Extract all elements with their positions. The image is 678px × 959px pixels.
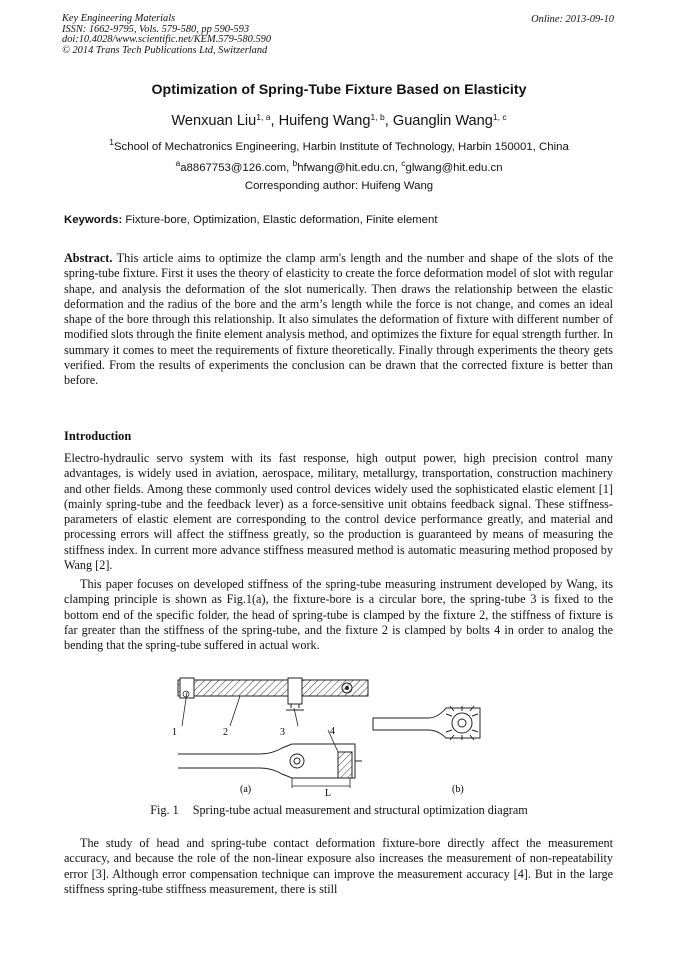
abstract-label: Abstract. — [64, 251, 113, 265]
intro-paragraph-2: This paper focuses on developed stiffness of the spring-tube measuring instrument developed by Wang, its clamping principle is shown as Fig.1(a), the fixture-bore is a circular bore, the spring-tube 3 is fixed to the bottom end of the specific folder, the head of spring-tube is clamped by the fixture 2, the stiffness of fixture is far greater than the stiffness of the spring-tube, and the fixture 2 is clamped by bolts 4 in order to analog the bending that the spring-tube suffered in actual work. — [64, 577, 613, 652]
online-date: Online: 2013-09-10 — [531, 14, 614, 25]
label-3: 3 — [280, 727, 285, 738]
email-sup: a — [175, 158, 181, 168]
author-list: Wenxuan Liu$^{1, a}$, Huifeng Wang$^{1, b}$, Guanglin Wang$^{1, c}$ — [171, 112, 507, 129]
section-heading-introduction: Introduction — [64, 429, 132, 443]
abstract-text: This article aims to optimize the clamp arm's length and the number and shape of the slots of the spring-tube fixture. First it uses the theory of elasticity to create the force deformation model of slot with regular shape, and analysis the deformation of the slot numerically. Then draws the relationship between the elastic deformation and the radius of the bore and the arm’s length while the force is not change, and comes an ideal shape of the bore through this relationship. It also simulates the deformation of fixture with different number of modified slots through the finite element analysis method, and optimizes the fixture for equal strength further. In summary it comes to meet the requirements of fixture theoretically. Finally through experiments the theory gets verified. From the results of experiments the conclusion can be drawn that the corrected fixture is better than before. — [64, 251, 613, 387]
affiliation-sup: 1 — [109, 137, 114, 147]
figure-caption — [0, 803, 678, 818]
issn-line: ISSN: 1662-9795, Vols. 579-580, pp 590-593 — [62, 23, 250, 35]
author-sup: 1, c — [492, 112, 507, 122]
intro-paragraph-1: Electro-hydraulic servo system with its fast response, high output power, high precision control many advantages, is widely used in aviation, aerospace, military, metallurgy, transportation, construction machinery and other fields. Among these commonly used control devices widely used the sophisticated elastic element [1] (mainly spring-tube and the feedback lever) as a force-sensitive unit obtains feedback signal. These stiffness-parameters of elastic element are corresponding to the control device performance greatly, and material and processing errors will affect the stiffness greatly, so the production is guaranteed by means of measuring the stiffness index. In current more advance stiffness measured method is automatic measuring method proposed by Wang [2]. — [64, 451, 613, 572]
author-sup: 1, a — [256, 112, 271, 122]
label-length: L — [325, 788, 332, 798]
doi-line: doi:10.4028/www.scientific.net/KEM.579-580.590 — [62, 34, 272, 46]
email-sup: b — [292, 158, 298, 168]
author-sup: 1, b — [370, 112, 385, 122]
fixture-arm-b — [373, 706, 480, 740]
paper-title: Optimization of Spring-Tube Fixture Based on Elasticity — [151, 82, 527, 98]
journal-name: Key Engineering Materials — [62, 13, 176, 24]
email-link[interactable]: hfwang@hit.edu.cn, — [297, 162, 399, 174]
label-2: 2 — [223, 727, 228, 738]
abstract — [64, 251, 613, 388]
author-name: Wenxuan Liu — [171, 113, 257, 129]
figure-caption-text: Spring-tube actual measurement and structural optimization diagram — [192, 803, 528, 817]
keywords-label: Keywords: — [64, 214, 123, 226]
email-sup: c — [401, 158, 406, 168]
label-part-a: (a) — [240, 784, 252, 795]
email-link[interactable]: a8867753@126.com, — [180, 162, 290, 174]
keywords — [64, 214, 438, 226]
intro-paragraph-3: The study of head and spring-tube contact deformation fixture-bore directly affect the measurement accuracy, and because the role of the non-linear exposure also increases the measurement of non-repeatability error [3]. Although error compensation technique can improve the measurement accuracy [4]. But in the large stiffness spring-tube stiffness measurement, there is still — [64, 836, 613, 896]
figure-1-diagram — [160, 668, 620, 798]
label-4: 4 — [330, 726, 335, 737]
affiliation-text: School of Mechatronics Engineering, Harbin Institute of Technology, Harbin 150001, China — [113, 141, 569, 153]
author-name: Guanglin Wang — [392, 113, 493, 129]
fixture-plate — [178, 678, 368, 710]
part-leaders — [182, 691, 338, 752]
journal-header — [62, 14, 271, 56]
email-link[interactable]: glwang@hit.edu.cn — [405, 162, 503, 174]
email-list — [0, 158, 678, 174]
keywords-text: Fixture-bore, Optimization, Elastic deformation, Finite element — [125, 214, 438, 226]
label-1: 1 — [172, 727, 177, 738]
affiliation — [0, 137, 678, 153]
figure-number: Fig. 1 — [150, 803, 179, 817]
author-name: Huifeng Wang — [278, 113, 371, 129]
fixture-arm-a — [178, 744, 362, 778]
label-part-b: (b) — [452, 784, 464, 795]
copyright-line: © 2014 Trans Tech Publications Ltd, Switzerland — [62, 44, 268, 56]
corresponding-author: Corresponding author: Huifeng Wang — [244, 180, 434, 192]
